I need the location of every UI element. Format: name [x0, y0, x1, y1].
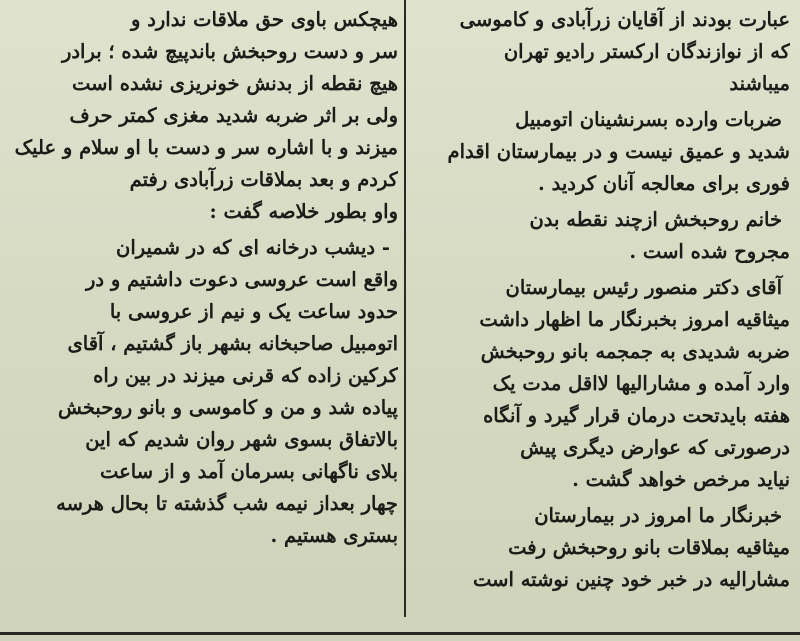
text-line: وارد آمده و مشارالیها لااقل مدت یک	[492, 372, 790, 395]
text-line: میثاقیه امروز بخبرنگار ما اظهار داشت	[479, 308, 790, 331]
paragraph	[402, 500, 790, 596]
text-line: هفته بایدتحت درمان قرار گیرد و آنگاه	[483, 404, 790, 427]
text-line: میزند و با اشاره سر و دست با او سلام و علیک	[14, 136, 398, 159]
text-line: بالاتفاق بسوی شهر روان شدیم که این	[85, 428, 398, 451]
text-line: سر و دست روحبخش باندپیچ شده ؛ برادر	[61, 40, 398, 63]
text-line: نیاید مرخص خواهد گشت .	[572, 468, 790, 491]
text-line: هیچ نقطه از بدنش خونریزی نشده است	[72, 72, 398, 95]
text-line: حدود ساعت یک و نیم از عروسی با	[109, 300, 398, 323]
paragraph	[402, 104, 790, 200]
right-column	[402, 4, 790, 619]
paragraph	[402, 4, 790, 100]
text-line: آقای دکتر منصور رئیس بیمارستان	[505, 276, 782, 299]
text-line: چهار بعداز نیمه شب گذشته تا بحال هرسه	[56, 492, 398, 515]
paragraph	[10, 232, 398, 552]
text-line: پیاده شد و من و کاموسی و بانو روحبخش	[57, 396, 398, 419]
left-column	[10, 4, 398, 619]
text-line: کرکین زاده که قرنی میزند در بین راه	[93, 364, 398, 387]
text-line: ضربات وارده بسرنشینان اتومبیل	[515, 108, 782, 131]
text-line: واقع است عروسی دعوت داشتیم و در	[85, 268, 398, 291]
bottom-rule	[0, 632, 800, 635]
text-line: بلای ناگهانی بسرمان آمد و از ساعت	[99, 460, 398, 483]
text-line: خانم روحبخش ازچند نقطه بدن	[529, 208, 782, 231]
text-line: - دیشب درخانه ای که در شمیران	[116, 236, 390, 259]
paragraph	[402, 272, 790, 496]
text-line: اتومبیل صاحبخانه بشهر باز گشتیم ، آقای	[67, 332, 398, 355]
text-line: هیچکس باوی حق ملاقات ندارد و	[131, 8, 398, 31]
text-line: خبرنگار ما امروز در بیمارستان	[534, 504, 782, 527]
text-line: شدید و عمیق نیست و در بیمارستان اقدام	[447, 140, 790, 163]
text-line: میثاقیه بملاقات بانو روحبخش رفت	[508, 536, 790, 559]
text-line: درصورتی که عوارض دیگری پیش	[520, 436, 790, 459]
paragraph	[10, 4, 398, 228]
column-divider	[404, 0, 406, 617]
text-line: که از نوازندگان ارکستر رادیو تهران	[503, 40, 790, 63]
text-line: مجروح شده است .	[629, 240, 790, 263]
text-line: واو بطور خلاصه گفت :	[209, 200, 398, 223]
text-line: میباشند	[729, 72, 790, 95]
text-line: فوری برای معالجه آنان کردید .	[538, 172, 790, 195]
text-line: عبارت بودند از آقایان زرآبادی و کاموسی	[459, 8, 790, 31]
text-line: کردم و بعد بملاقات زرآبادی رفتم	[129, 168, 398, 191]
text-line: ولی بر اثر ضربه شدید مغزی کمتر حرف	[69, 104, 398, 127]
text-line: ضربه شدیدی به جمجمه بانو روحبخش	[480, 340, 790, 363]
paragraph	[402, 204, 790, 268]
text-line: بستری هستیم .	[270, 524, 398, 547]
text-line: مشارالیه در خبر خود چنین نوشته است	[473, 568, 790, 591]
